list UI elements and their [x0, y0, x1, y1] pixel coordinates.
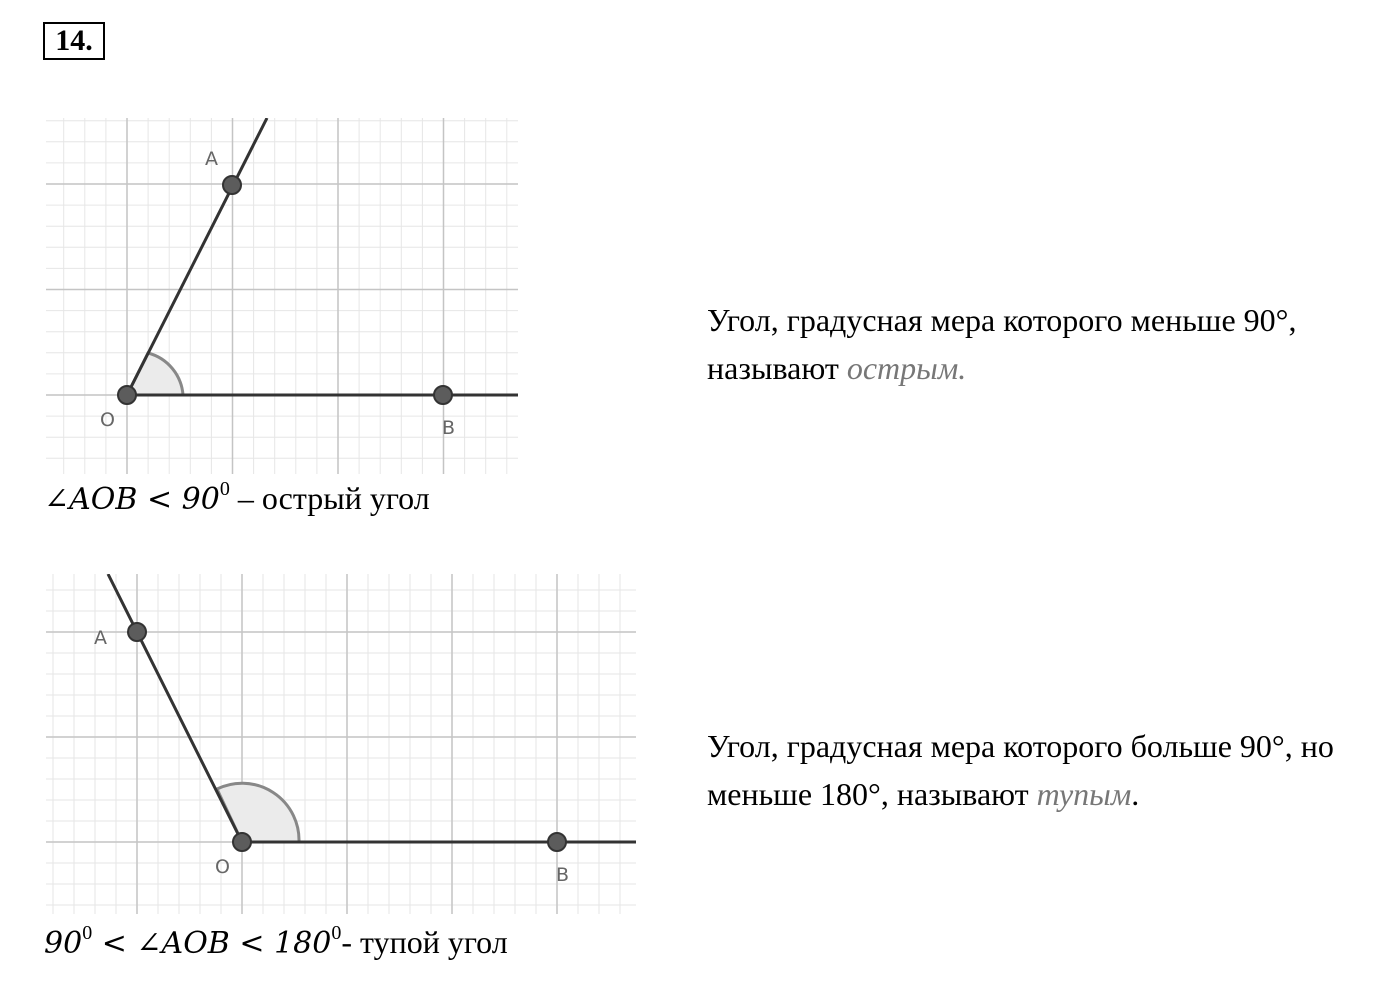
point-a [223, 176, 241, 194]
caption-text: - тупой угол [341, 924, 508, 960]
caption-text: – острый угол [229, 480, 430, 516]
caption-lead: 90 [44, 926, 83, 961]
definition-answer: острым. [846, 350, 967, 386]
obtuse-angle-figure [46, 574, 636, 914]
acute-caption [44, 478, 430, 517]
caption-lt1: < [92, 926, 137, 961]
caption-angle: ∠AOB [136, 926, 230, 961]
point-b [548, 833, 566, 851]
point-o [118, 386, 136, 404]
definition-text: Угол, градусная мера которого больше 90°, но меньше 180°, называют [707, 728, 1334, 812]
point-b [434, 386, 452, 404]
label-o: O [100, 409, 115, 431]
label-o: O [215, 856, 230, 878]
point-o [233, 833, 251, 851]
caption-inequality: < 180 [229, 926, 332, 961]
label-a: A [205, 148, 218, 170]
caption-angle: ∠AOB [44, 482, 138, 517]
caption-inequality: < 90 [137, 482, 220, 517]
obtuse-definition [707, 722, 1347, 818]
label-a: A [94, 627, 107, 649]
angle-arc [217, 783, 299, 842]
definition-answer: тупым [1036, 776, 1132, 812]
caption-degree: 0 [331, 922, 342, 944]
acute-angle-figure [46, 118, 518, 474]
label-b: B [442, 417, 456, 439]
caption-degree: 0 [219, 478, 230, 500]
definition-text: Угол, градусная мера которого меньше 90°, называют [707, 302, 1297, 386]
caption-lead-degree: 0 [82, 922, 93, 944]
point-a [128, 623, 146, 641]
ray-oa [108, 574, 242, 842]
problem-number: 14. [43, 22, 105, 60]
obtuse-caption [44, 922, 508, 961]
label-b: B [556, 864, 570, 886]
acute-definition [707, 296, 1347, 392]
definition-suffix: . [1131, 776, 1140, 812]
